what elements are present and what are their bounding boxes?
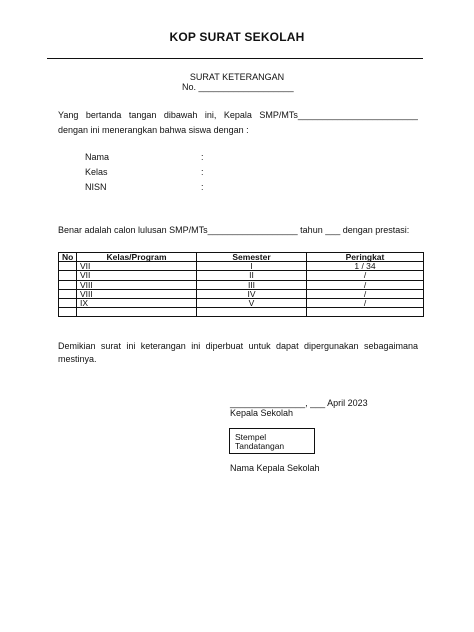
cell-peringkat <box>307 308 424 317</box>
cell-no <box>59 262 77 271</box>
achievement-table <box>58 252 424 317</box>
cell-semester: I <box>197 262 307 271</box>
cell-peringkat: / <box>307 280 424 289</box>
letterhead-title: KOP SURAT SEKOLAH <box>169 30 305 44</box>
cell-peringkat: / <box>307 271 424 280</box>
intro-word: bertanda <box>85 110 122 120</box>
stamp-signature-box <box>229 428 315 454</box>
field-colon: : <box>201 182 204 192</box>
intro-paragraph-line1 <box>58 110 418 120</box>
field-colon: : <box>201 167 204 177</box>
intro-word: SMP/MTs________________________ <box>259 110 418 120</box>
table-row <box>59 280 424 289</box>
intro-word: tangan <box>128 110 157 120</box>
signatory-name: Nama Kepala Sekolah <box>230 463 320 473</box>
cell-semester: V <box>197 298 307 307</box>
cell-semester: III <box>197 280 307 289</box>
cell-semester: IV <box>197 289 307 298</box>
intro-word: Kepala <box>223 110 252 120</box>
cell-kelas: VII <box>77 262 197 271</box>
table-row <box>59 289 424 298</box>
cell-no <box>59 271 77 280</box>
field-label-kelas: Kelas <box>85 167 108 177</box>
signature-label: Tandatangan <box>235 441 285 451</box>
field-label-nama: Nama <box>85 152 110 162</box>
graduation-statement: Benar adalah calon lulusan SMP/MTs__________________ tahun ___ dengan prestasi: <box>58 225 410 235</box>
column-header-no: No <box>59 253 77 262</box>
cell-kelas: VIII <box>77 289 197 298</box>
stamp-label: Stempel <box>235 432 267 442</box>
place-date-line: _______________, ___ April 2023 <box>230 398 368 408</box>
table-row <box>59 308 424 317</box>
letterhead-divider <box>47 58 423 59</box>
field-colon: : <box>201 152 204 162</box>
column-header-kelas: Kelas/Program <box>77 253 197 262</box>
cell-kelas <box>77 308 197 317</box>
field-label-nisn: NISN <box>85 182 107 192</box>
cell-peringkat: 1 / 34 <box>307 262 424 271</box>
cell-peringkat: / <box>307 289 424 298</box>
cell-peringkat: / <box>307 298 424 307</box>
cell-no <box>59 289 77 298</box>
signatory-title: Kepala Sekolah <box>230 408 294 418</box>
letter-number: No. ___________________ <box>182 82 294 92</box>
intro-paragraph-line2: dengan ini menerangkan bahwa siswa dengan : <box>58 125 249 135</box>
cell-no <box>59 298 77 307</box>
table-row <box>59 298 424 307</box>
letter-title: SURAT KETERANGAN <box>189 72 285 82</box>
cell-kelas: IX <box>77 298 197 307</box>
column-header-semester: Semester <box>197 253 307 262</box>
table-row <box>59 262 424 271</box>
cell-semester: II <box>197 271 307 280</box>
cell-no <box>59 308 77 317</box>
cell-kelas: VIII <box>77 280 197 289</box>
cell-no <box>59 280 77 289</box>
intro-word: ini, <box>204 110 217 120</box>
cell-kelas: VII <box>77 271 197 280</box>
table-row <box>59 271 424 280</box>
intro-word: dibawah <box>163 110 198 120</box>
intro-word: Yang <box>58 110 79 120</box>
closing-paragraph: Demikian surat ini keterangan ini diperbuat untuk dapat dipergunakan sebagaimana mestinya. <box>58 341 418 364</box>
cell-semester <box>197 308 307 317</box>
column-header-peringkat: Peringkat <box>307 253 424 262</box>
